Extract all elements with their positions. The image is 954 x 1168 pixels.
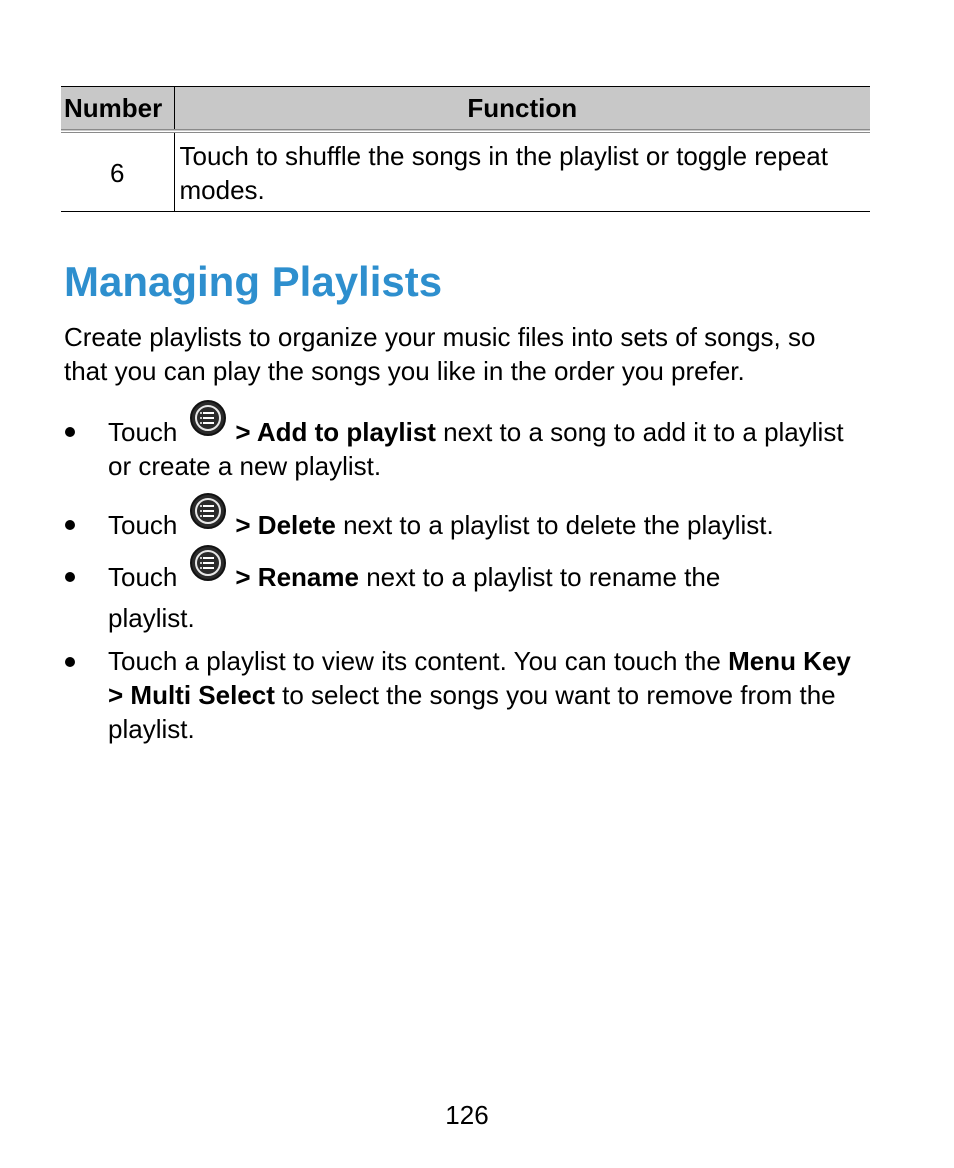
list-item-lead: Touch [108,562,178,592]
list-item-text [108,504,858,542]
list-item-rest: next to a playlist to delete the playlist. [335,510,774,540]
bullet-dot [65,427,75,437]
menu-icon [189,544,227,582]
list-item-text [108,411,858,483]
list-item-bold: > Add to playlist [235,417,436,447]
table-row [61,131,870,212]
table-cell-function: Touch to shuffle the songs in the playlist or toggle repeat modes. [174,131,870,212]
list-item-rest: to select the songs you want to remove from the playlist. [108,680,836,744]
list-item-bold: Menu Key > Multi Select [108,646,851,710]
table-header-function: Function [174,87,870,132]
menu-icon [189,492,227,530]
function-table [61,86,870,212]
bullet-dot [65,657,75,667]
list-item-lead: Touch [108,510,178,540]
list-item-lead: Touch [108,417,178,447]
list-item-bold: > Delete [235,510,336,540]
table-header-number: Number [61,87,174,132]
section-intro: Create playlists to organize your music files into sets of songs, so that you can play the songs you like in the order you prefer. [64,322,816,386]
table-header-row [61,87,870,132]
section-title: Managing Playlists [64,258,443,305]
list-item-rest: next to a song to add it to a playlist or create a new playlist. [108,417,844,481]
list-item-text1: Touch a playlist to view its content. You can touch the [108,646,729,676]
bullet-dot [65,572,75,582]
list-item-text [108,644,858,746]
menu-icon [189,399,227,437]
bullet-dot [65,520,75,530]
list-item-text [108,556,808,639]
list-item-bold: > Rename [235,562,359,592]
table-cell-number: 6 [61,131,174,212]
page-number: 126 [445,1100,489,1130]
list-item-rest: next to a playlist to rename the playlist. [108,562,721,633]
